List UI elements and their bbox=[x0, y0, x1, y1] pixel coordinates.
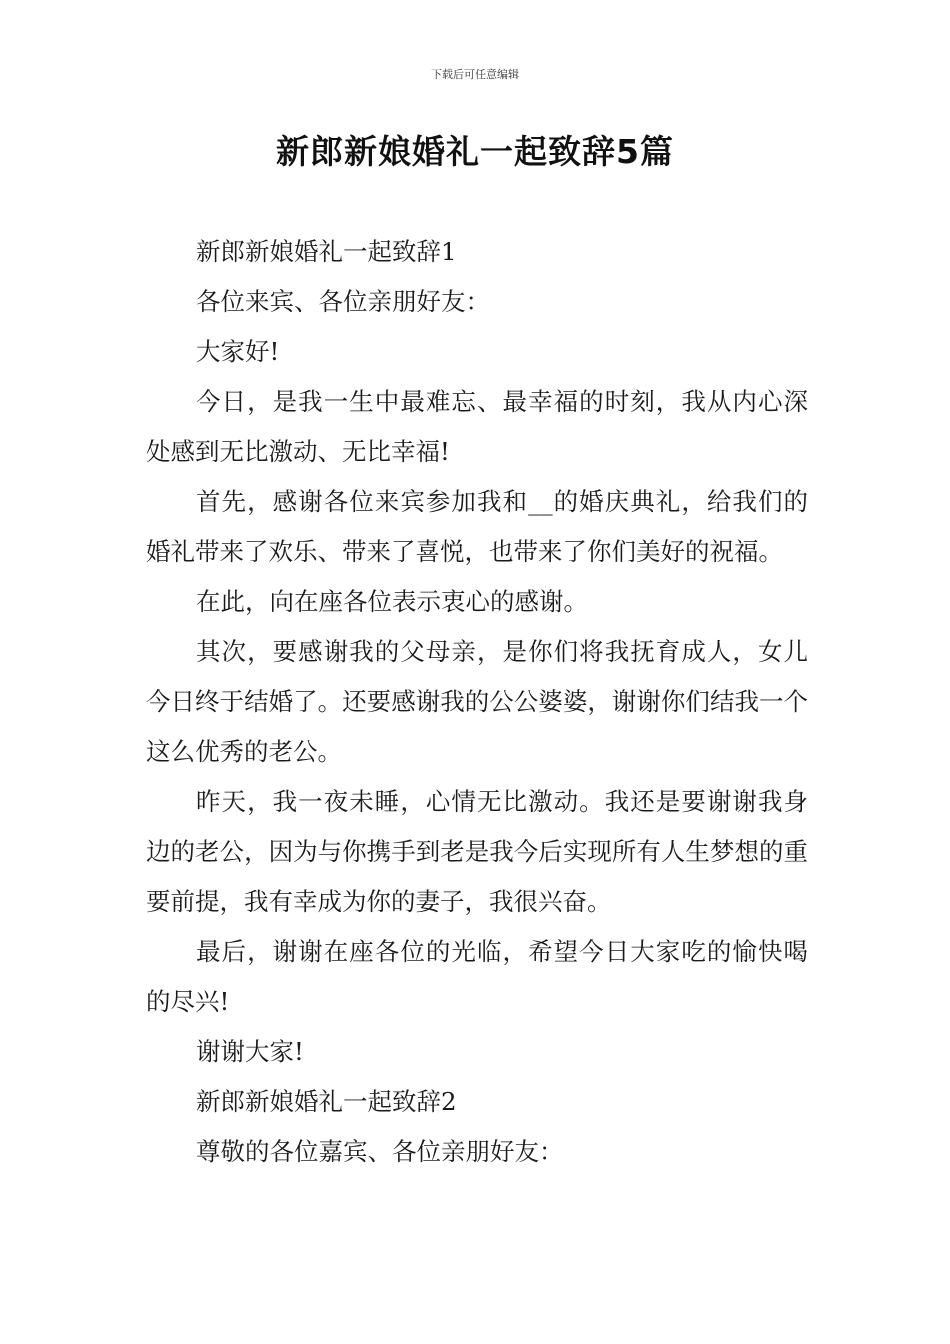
greeting: 大家好! bbox=[196, 337, 280, 366]
document-body bbox=[146, 227, 808, 1177]
body-paragraph: 首先，感谢各位来宾参加我和__的婚庆典礼，给我们的婚礼带来了欢乐、带来了喜悦，也带来了你们美好的祝福。 bbox=[146, 487, 808, 566]
page-header-note: 下载后可任意编辑 bbox=[431, 68, 519, 81]
closing-thanks: 谢谢大家! bbox=[196, 1037, 304, 1066]
body-paragraph: 昨天，我一夜未睡，心情无比激动。我还是要谢谢我身边的老公，因为与你携手到老是我今后实现所有人生梦想的重要前提，我有幸成为你的妻子，我很兴奋。 bbox=[146, 787, 808, 916]
salutation: 尊敬的各位嘉宾、各位亲朋好友： bbox=[196, 1137, 564, 1166]
body-paragraph: 最后，谢谢在座各位的光临，希望今日大家吃的愉快喝的尽兴! bbox=[146, 937, 808, 1016]
section-heading-1: 新郎新娘婚礼一起致辞1 bbox=[196, 237, 457, 266]
salutation: 各位来宾、各位亲朋好友： bbox=[196, 287, 490, 316]
document-title: 新郎新娘婚礼一起致辞5篇 bbox=[276, 132, 674, 171]
body-paragraph: 在此，向在座各位表示衷心的感谢。 bbox=[196, 587, 588, 616]
body-paragraph: 今日，是我一生中最难忘、最幸福的时刻，我从内心深处感到无比激动、无比幸福! bbox=[146, 387, 808, 466]
section-heading-2: 新郎新娘婚礼一起致辞2 bbox=[196, 1087, 457, 1116]
body-paragraph: 其次，要感谢我的父母亲，是你们将我抚育成人，女儿今日终于结婚了。还要感谢我的公公婆婆，谢谢你们结我一个这么优秀的老公。 bbox=[146, 637, 808, 766]
